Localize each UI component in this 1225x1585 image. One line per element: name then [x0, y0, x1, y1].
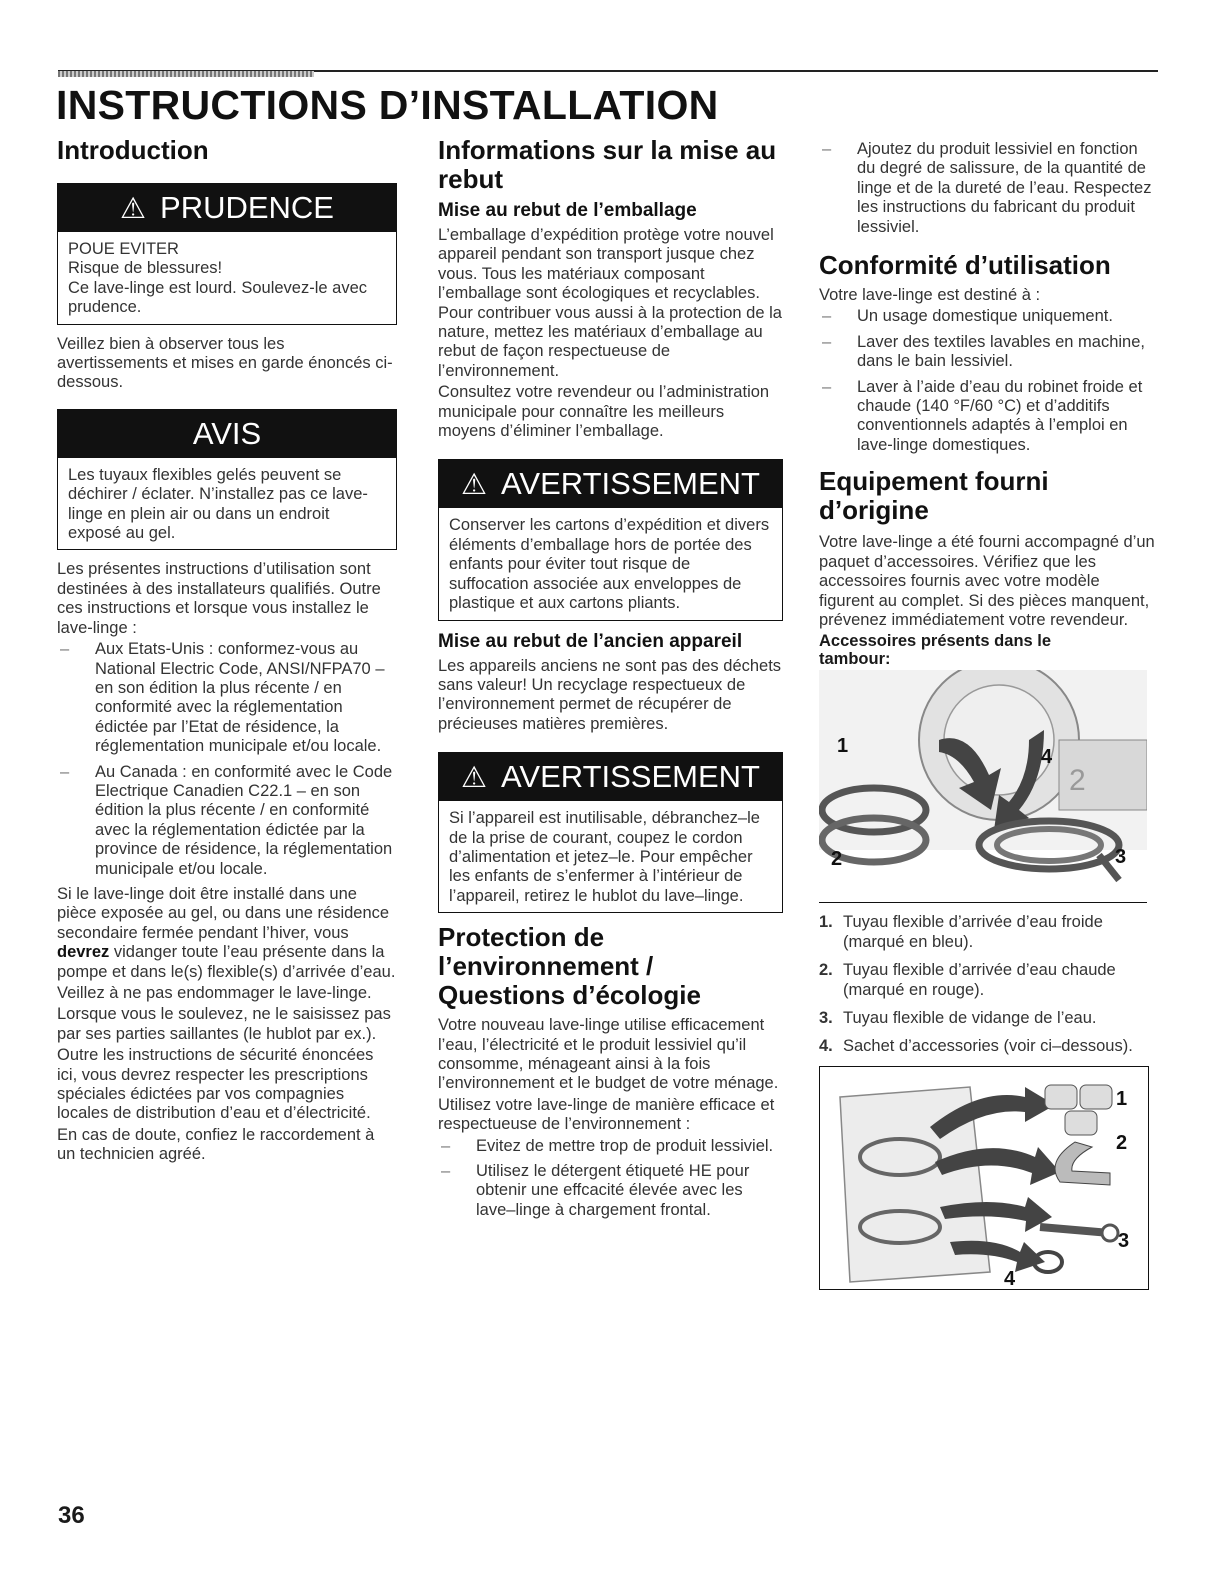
- avertissement-box-1: [438, 459, 783, 620]
- item-text: Tuyau flexible d’arrivée d’eau froide (marqué en bleu).: [843, 913, 1103, 951]
- svg-text:2: 2: [1069, 764, 1086, 798]
- list-item: – Laver à l’aide d’eau du robinet froide et chaude (140 °F/60 °C) et d’additifs conventionnels adaptés à l’emploi en lave-linge domestiques.: [819, 378, 1159, 456]
- avis-header: [58, 410, 396, 458]
- item-number: 4.: [819, 1037, 833, 1056]
- paragraph: Lorsque vous le soulevez, ne le saisissez pas par ses parties saillantes (le hublot par ex.).: [57, 1005, 391, 1043]
- paragraph: Utilisez votre lave-linge de manière efficace et respectueuse de l’environnement :: [438, 1095, 775, 1134]
- warning-triangle-icon: ⚠: [461, 469, 488, 502]
- page-number: 36: [58, 1502, 85, 1529]
- avertissement-text: Si l’appareil est inutilisable, débranchez–le de la prise de courant, coupez le cordon d’alimentation et jetez–le. Pour empêcher les enfants de s’enfermer à l’intérieur de l’appareil, retirez le hublot du lave–linge.: [449, 809, 760, 905]
- fig1-label-2: 2: [831, 848, 843, 871]
- dosage-list: [819, 140, 1159, 237]
- avertissement-label: AVERTISSEMENT: [501, 466, 760, 502]
- paragraph: Veillez à ne pas endommager le lave-linge.: [57, 984, 372, 1002]
- accessory-list: [819, 913, 1159, 1056]
- item-number: 2.: [819, 961, 833, 980]
- list-item: [819, 961, 1159, 1000]
- text-run: vidanger toute l’eau présente dans la pompe et dans le(s) flexible(s) d’arrivée d’eau.: [57, 943, 396, 981]
- fig1-label-1: 1: [837, 735, 849, 758]
- column-left: [57, 136, 397, 1167]
- paragraph: L’emballage d’expédition protège votre nouvel appareil pendant son transport jusque chez vous. Tous les matériaux composant l’emballage sont écologiques et recyclables. Pour contribuer vous aussi à la protection de la nature, mettez les matériaux d’emballage au rebut de façon respectueuse de l’environnement.: [438, 226, 782, 380]
- paragraph: Les appareils anciens ne sont pas des déchets sans valeur! Un recyclage respectueux de l’environnement permet de récupérer de précieuses matières premières.: [438, 656, 782, 733]
- avis-label: AVIS: [192, 415, 262, 451]
- prudence-line: Ce lave-linge est lourd. Soulevez-le avec prudence.: [68, 278, 367, 317]
- text-run: Si le lave-linge doit être installé dans une pièce exposée au gel, ou dans une résidence secondaire fermée pendant l’hiver, vous: [57, 884, 390, 942]
- drum-hoses-illustration: [819, 670, 1147, 902]
- avertissement-box-2: [438, 752, 783, 913]
- bold-text: devrez: [57, 943, 110, 962]
- top-rule-shade: [58, 71, 314, 77]
- warning-triangle-icon: ⚠: [120, 193, 147, 225]
- paragraph: Votre nouveau lave-linge utilise efficacement l’eau, l’électricité et le produit lessiviel qu’il consomme, ménageant ainsi à la fois l’environnement et le budget de votre ménage.: [438, 1016, 779, 1093]
- fig2-label-4: 4: [1004, 1267, 1016, 1289]
- list-item: – Au Canada : en conformité avec le Code Electrique Canadien C22.1 – en son édition la plus récente / en conformité avec la réglementation édictée par la province de résidence, la réglementation municipale et/ou locale.: [57, 763, 397, 879]
- list-item: [819, 1037, 1159, 1056]
- list-item: [819, 1009, 1159, 1028]
- fig2-label-2: 2: [1116, 1131, 1128, 1154]
- paragraph: Outre les instructions de sécurité énoncées ici, vous devrez respecter les prescriptions spéciales édictées par vos compagnies locales de distribution d’eau et d’électricité.: [57, 1046, 374, 1123]
- usage-list: [819, 307, 1159, 455]
- paragraph: Votre lave-linge est destiné à :: [819, 286, 1041, 305]
- paragraph: [57, 885, 397, 982]
- install-list: [57, 640, 397, 879]
- paragraph: En cas de doute, confiez le raccordement à un technicien agréé.: [57, 1125, 375, 1164]
- accessory-bag-illustration: [820, 1067, 1148, 1289]
- intro-heading: Introduction: [57, 135, 209, 165]
- list-item: – Evitez de mettre trop de produit lessiviel.: [438, 1137, 783, 1156]
- list-item: – Un usage domestique uniquement.: [819, 307, 1159, 326]
- page-title: INSTRUCTIONS D’INSTALLATION: [56, 82, 719, 128]
- accessoires-heading: Accessoires présents dans le tambour:: [819, 632, 1052, 669]
- avis-text: Les tuyaux flexibles gelés peuvent se déchirer / éclater. N’installez pas ce lave-linge en plein air ou dans un endroit exposé au gel.: [68, 465, 368, 543]
- prudence-line: POUE EVITER: [68, 240, 179, 258]
- item-number: 3.: [819, 1008, 833, 1027]
- avertissement-text: Conserver les cartons d’expédition et divers éléments d’emballage hors de portée des enfants pour éviter tout risque de suffocation associée aux enveloppes de plastique et aux cartons pliants.: [449, 516, 770, 613]
- list-item: – Aux Etats-Unis : conformez-vous au National Electric Code, ANSI/NFPA70 – en son édition la plus récente / en conformité avec la réglementation édictée par l’Etat de résidence, la réglementation municipale et/ou locale.: [57, 640, 397, 756]
- column-right: [819, 140, 1159, 1290]
- avis-box: [57, 409, 397, 551]
- fig1-label-4: 4: [1041, 746, 1053, 769]
- protection-heading: Protection de l’environnement / Questions d’écologie: [438, 922, 701, 1011]
- ancien-heading: Mise au rebut de l’ancien appareil: [438, 630, 743, 652]
- list-item: – Utilisez le détergent étiqueté HE pour obtenir une effcacité élevée avec les lave–linge à chargement frontal.: [438, 1162, 783, 1220]
- paragraph: Votre lave-linge a été fourni accompagné d’un paquet d’accessoires. Vérifiez que les accessoires fournis avec votre modèle figurent au complet. Si des pièces manquent, prévenez immédiatement votre revendeur.: [819, 533, 1155, 629]
- conformite-heading: Conformité d’utilisation: [819, 250, 1111, 281]
- prudence-header: [58, 184, 396, 232]
- item-text: Tuyau flexible de vidange de l’eau.: [843, 1008, 1097, 1027]
- column-middle: [438, 136, 783, 1226]
- emballage-heading: Mise au rebut de l’emballage: [438, 200, 697, 221]
- list-item: – Ajoutez du produit lessiviel en fonction du degré de salissure, de la quantité de linge et de la dureté de l’eau. Respectez les instructions du fabricant du produit lessiviel.: [819, 140, 1159, 237]
- avertissement-label: AVERTISSEMENT: [501, 759, 760, 795]
- paragraph: Consultez votre revendeur ou l’administration municipale pour connaître les meilleurs moyens d’éliminer l’emballage.: [438, 383, 770, 441]
- avertissement-header: [439, 460, 782, 508]
- fig2-label-3: 3: [1118, 1229, 1130, 1252]
- list-item: [819, 913, 1159, 952]
- warning-triangle-icon: ⚠: [461, 762, 488, 795]
- paragraph: Les présentes instructions d’utilisation sont destinées à des installateurs qualifiés. Outre ces instructions et lorsque vous installez le lave-linge :: [57, 560, 381, 637]
- fig2-label-1: 1: [1116, 1087, 1128, 1110]
- drum-accessories-figure: [819, 670, 1147, 903]
- paragraph: Veillez bien à observer tous les avertissements et mises en garde énoncés ci-dessous.: [57, 334, 393, 392]
- rebut-heading: Informations sur la mise au rebut: [438, 135, 777, 194]
- prudence-line: Risque de blessures!: [68, 259, 223, 278]
- item-text: Tuyau flexible d’arrivée d’eau chaude (marqué en rouge).: [843, 961, 1116, 999]
- prudence-box: [57, 183, 397, 325]
- list-item: – Laver des textiles lavables en machine, dans le bain lessiviel.: [819, 333, 1159, 372]
- item-text: Sachet d’accessories (voir ci–dessous).: [843, 1037, 1133, 1056]
- avertissement-header: [439, 753, 782, 801]
- eco-list: [438, 1137, 783, 1221]
- fig1-label-3: 3: [1115, 846, 1127, 869]
- item-number: 1.: [819, 913, 833, 932]
- equipement-heading: Equipement fourni d’origine: [819, 466, 1049, 526]
- prudence-label: PRUDENCE: [160, 190, 334, 225]
- accessory-bag-figure: [819, 1066, 1149, 1290]
